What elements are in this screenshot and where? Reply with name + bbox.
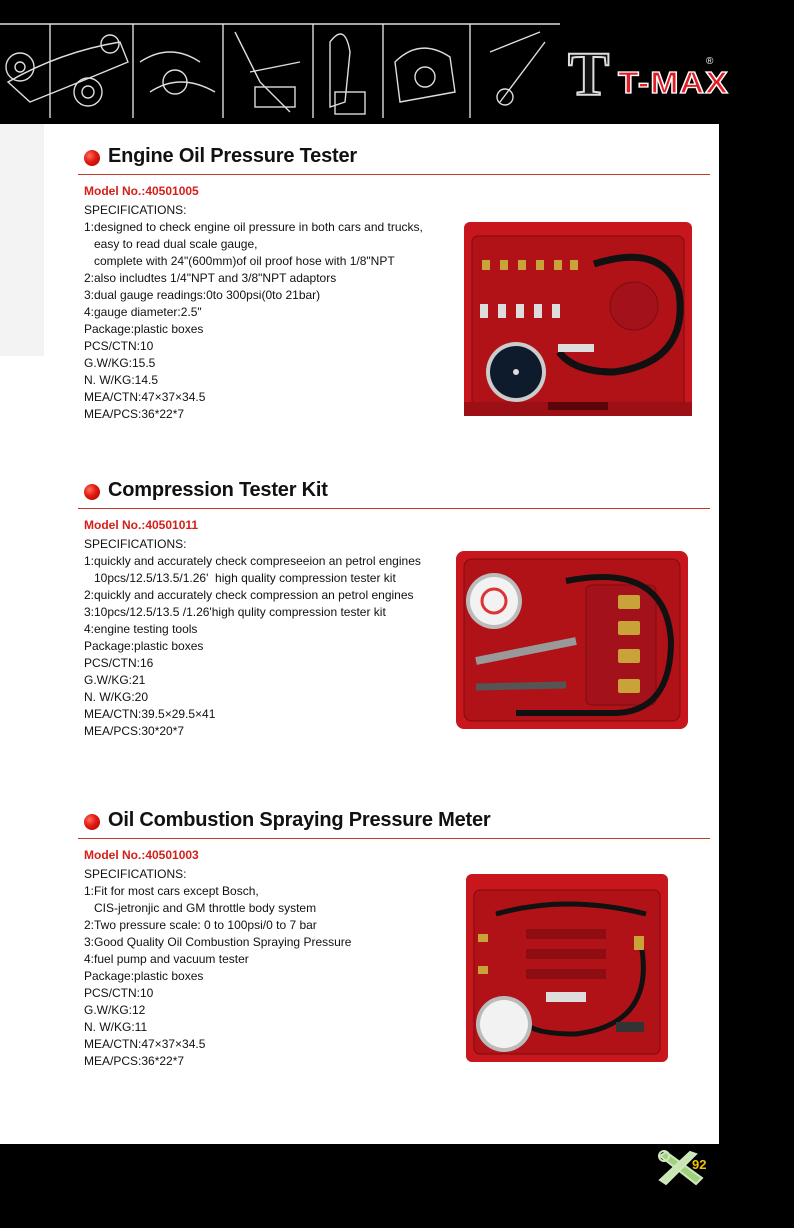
spec-line: MEA/PCS:36*22*7: [84, 1054, 185, 1068]
tool-sketch-banner: [0, 22, 560, 118]
red-bullet-icon: [84, 150, 100, 166]
product-section-fuel-pressure: [84, 809, 712, 1068]
spec-line: MEA/PCS:36*22*7: [84, 407, 185, 421]
section-title: Engine Oil Pressure Tester: [108, 145, 357, 167]
spec-line: MEA/CTN:47×37×34.5: [84, 390, 206, 404]
logo-mark: T: [568, 41, 610, 109]
red-bullet-icon: [84, 814, 100, 830]
spec-line: 4:gauge diameter:2.5": [84, 305, 202, 319]
model-number: Model No.:40501005: [84, 184, 199, 198]
spec-line: 4:fuel pump and vacuum tester: [84, 952, 249, 966]
spec-line: 2:quickly and accurately check compression an petrol engines: [84, 588, 414, 602]
spec-line: Package:plastic boxes: [84, 969, 204, 983]
section-heading: [84, 480, 712, 504]
spec-line: 1:quickly and accurately check compreseeion an petrol engines: [84, 554, 421, 568]
spec-line: N. W/KG:11: [84, 1020, 148, 1034]
spec-line: 4:engine testing tools: [84, 622, 198, 636]
page-number: 92: [692, 1157, 707, 1172]
spec-line: G.W/KG:21: [84, 673, 146, 687]
spec-line: PCS/CTN:10: [84, 339, 154, 353]
model-number: Model No.:40501003: [84, 848, 199, 862]
logo-text: T-MAX: [618, 65, 729, 101]
heading-rule: [78, 174, 710, 175]
spec-line: 10pcs/12.5/13.5/1.26' high quality compression tester kit: [84, 571, 396, 585]
heading-rule: [78, 508, 710, 509]
spec-line: CIS-jetronjic and GM throttle body system: [84, 901, 317, 915]
spec-line: Package:plastic boxes: [84, 639, 204, 653]
spec-line: N. W/KG:14.5: [84, 373, 159, 387]
red-bullet-icon: [84, 484, 100, 500]
registered-mark: ®: [706, 56, 714, 67]
spec-line: N. W/KG:20: [84, 690, 149, 704]
spec-list: [84, 866, 351, 1070]
spec-line: 1:designed to check engine oil pressure in both cars and trucks,: [84, 220, 423, 234]
spec-line: 3:Good Quality Oil Combustion Spraying Pressure: [84, 935, 352, 949]
spec-line: G.W/KG:15.5: [84, 356, 156, 370]
spec-line: G.W/KG:12: [84, 1003, 146, 1017]
product-photo-oil-pressure: [464, 222, 692, 416]
header-banner: [0, 0, 794, 124]
section-heading: [84, 810, 712, 834]
spec-line: MEA/PCS:30*20*7: [84, 724, 185, 738]
spec-heading: SPECIFICATIONS:: [84, 537, 187, 551]
model-number: Model No.:40501011: [84, 518, 199, 532]
spec-heading: SPECIFICATIONS:: [84, 203, 187, 217]
spec-line: 2:also includtes 1/4"NPT and 3/8"NPT adaptors: [84, 271, 337, 285]
spec-list: [84, 536, 421, 740]
product-photo-fuel-pressure: [466, 874, 668, 1062]
spec-line: 1:Fit for most cars except Bosch,: [84, 884, 259, 898]
product-section-oil-pressure: [84, 145, 712, 421]
margin-tint: [0, 124, 44, 356]
spec-line: MEA/CTN:39.5×29.5×41: [84, 707, 216, 721]
spec-line: MEA/CTN:47×37×34.5: [84, 1037, 206, 1051]
spec-line: PCS/CTN:16: [84, 656, 154, 670]
spec-line: 3:dual gauge readings:0to 300psi(0to 21bar): [84, 288, 321, 302]
spec-line: complete with 24"(600mm)of oil proof hose with 1/8"NPT: [84, 254, 395, 268]
product-section-compression: [84, 479, 712, 738]
spec-heading: SPECIFICATIONS:: [84, 867, 187, 881]
spec-line: 3:10pcs/12.5/13.5 /1.26'high qulity compression tester kit: [84, 605, 386, 619]
spec-line: easy to read dual scale gauge,: [84, 237, 258, 251]
spec-list: [84, 202, 423, 423]
section-title: Oil Combustion Spraying Pressure Meter: [108, 809, 491, 831]
section-heading: [84, 146, 712, 170]
product-photo-compression: [456, 551, 688, 729]
spec-line: PCS/CTN:10: [84, 986, 154, 1000]
spec-line: 2:Two pressure scale: 0 to 100psi/0 to 7 bar: [84, 918, 317, 932]
section-title: Compression Tester Kit: [108, 479, 328, 501]
heading-rule: [78, 838, 710, 839]
spec-line: Package:plastic boxes: [84, 322, 204, 336]
